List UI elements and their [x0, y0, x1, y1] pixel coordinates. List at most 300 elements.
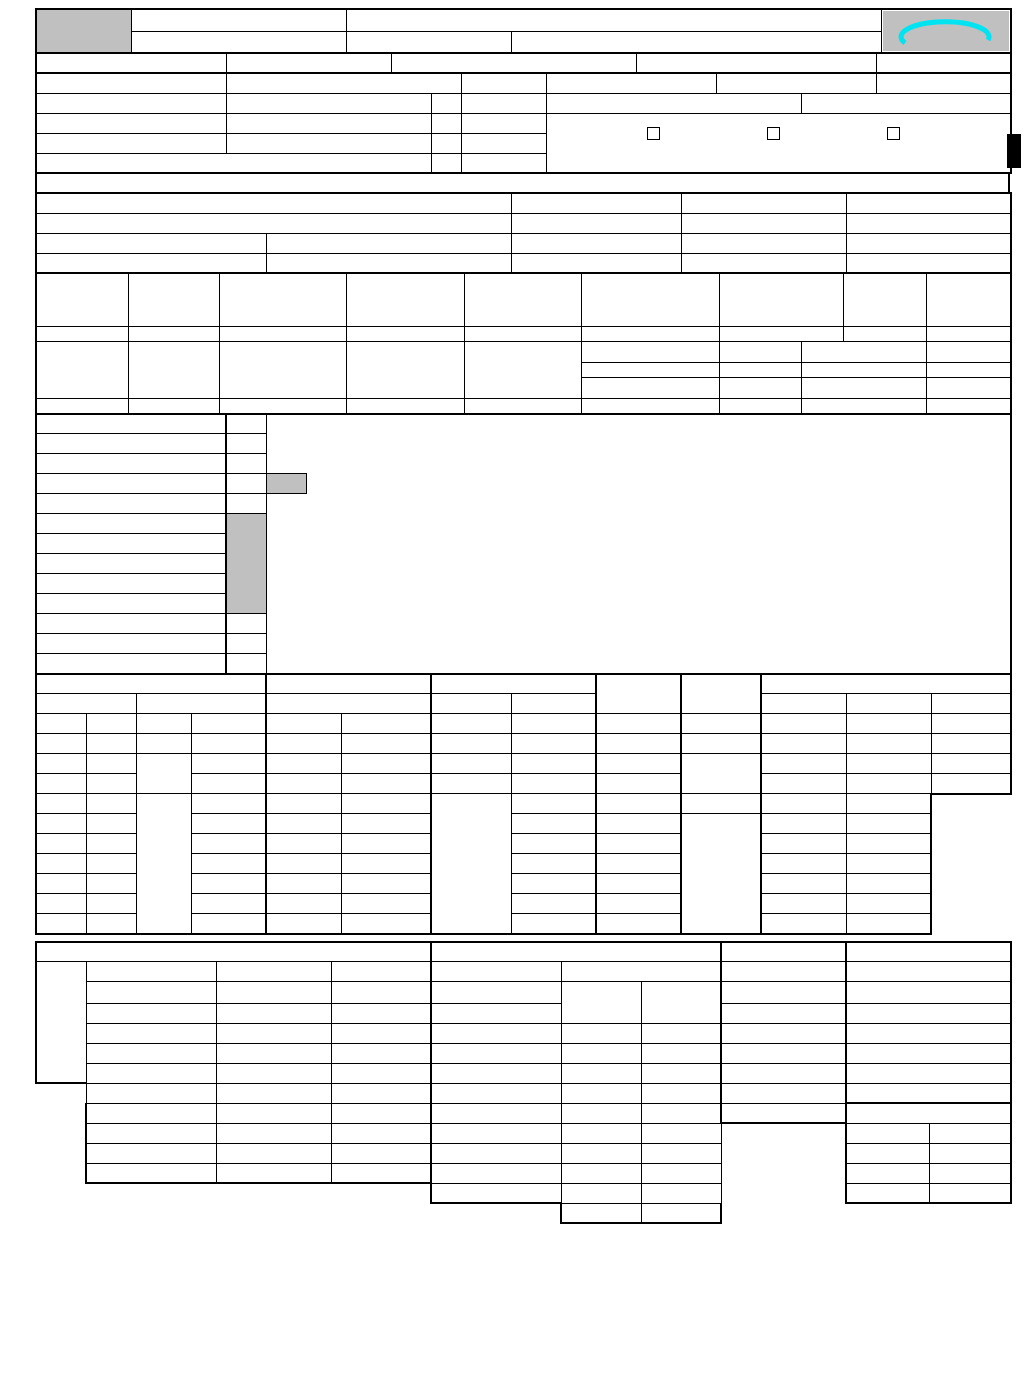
input-cell[interactable]: [36, 327, 128, 342]
row-num: [596, 814, 681, 834]
input-cell[interactable]: [431, 774, 511, 794]
input-cell[interactable]: [843, 327, 926, 342]
input-cell[interactable]: [596, 834, 681, 854]
ave-label: [191, 894, 266, 914]
input-cell[interactable]: [929, 1183, 1011, 1203]
col-fuel-index-ecu: [719, 273, 843, 327]
input-cell[interactable]: [846, 213, 1011, 233]
input-cell[interactable]: [86, 1163, 216, 1183]
col-total-running-hours: [581, 273, 719, 327]
input-cell[interactable]: [511, 834, 596, 854]
unit-mm: [681, 794, 761, 814]
input-cell[interactable]: [216, 1123, 331, 1143]
input-cell[interactable]: [561, 1203, 641, 1223]
lbl-mean-friction[interactable]: [801, 93, 1011, 113]
hdr-temperature-c: [561, 962, 721, 982]
ave-label: [846, 894, 931, 914]
logo-box: [883, 11, 1010, 51]
input-cell[interactable]: [431, 1143, 561, 1163]
input-cell[interactable]: [511, 794, 596, 814]
lbl-compr-diam[interactable]: [226, 133, 431, 153]
input-cell[interactable]: [846, 834, 931, 854]
unit-mmwc: [511, 714, 596, 734]
lbl-engine-no[interactable]: [346, 31, 511, 53]
row-num: [191, 854, 266, 874]
row-num: [761, 854, 846, 874]
option-internal[interactable]: [647, 127, 669, 140]
hdr-turbine-inlet: [266, 714, 341, 734]
spacer: [36, 1103, 86, 1123]
lbl-type[interactable]: [226, 93, 431, 113]
hdr-dp-cooler: [846, 694, 931, 714]
ave-label: [511, 894, 596, 914]
input-cell[interactable]: [761, 834, 846, 854]
input-cell[interactable]: [191, 834, 266, 854]
lbl-draft-aft: [581, 378, 719, 399]
input-cell[interactable]: [226, 474, 266, 494]
lbl-scav-air-temp: [36, 962, 86, 1084]
hdr-lubricating-oil: [431, 942, 721, 962]
input-cell[interactable]: [721, 1043, 846, 1063]
lbl-cylinder-constant[interactable]: [546, 93, 801, 113]
lbl-no-of-tc[interactable]: [226, 73, 461, 93]
input-cell[interactable]: [641, 1043, 721, 1063]
input-cell[interactable]: [931, 774, 1011, 794]
input-cell[interactable]: [86, 1123, 216, 1143]
swash-num: [929, 1123, 1011, 1143]
spacer: [721, 1163, 846, 1183]
input-cell[interactable]: [461, 113, 546, 133]
logo-swoosh-icon: [884, 11, 1008, 51]
input-cell[interactable]: [36, 794, 86, 814]
lbl-oil-brand[interactable]: [36, 233, 266, 253]
input-cell[interactable]: [226, 494, 266, 514]
lbl-bore[interactable]: [716, 73, 876, 93]
lbl-yard[interactable]: [511, 31, 881, 53]
col-indicated-power: [219, 342, 346, 399]
lbl-name-of-vessel[interactable]: [346, 9, 881, 31]
input-cell[interactable]: [801, 362, 926, 378]
input-cell[interactable]: [431, 1183, 561, 1203]
input-cell[interactable]: [719, 399, 801, 414]
row-num: [561, 1143, 641, 1163]
input-cell[interactable]: [219, 399, 346, 414]
input-cell[interactable]: [219, 327, 346, 342]
input-cell[interactable]: [926, 362, 1011, 378]
row-num: [341, 774, 431, 794]
col-ambient-pressure: [346, 273, 464, 327]
input-cell[interactable]: [719, 362, 801, 378]
input-cell[interactable]: [719, 327, 843, 342]
row-num: [266, 854, 341, 874]
row-num: [216, 1063, 331, 1083]
hdr-scavenge-air-pressure: [761, 674, 1011, 694]
hdr-inlet-blower: [86, 962, 216, 982]
input-cell[interactable]: [681, 233, 846, 253]
input-cell[interactable]: [226, 654, 266, 674]
shaded-cell: [266, 474, 306, 494]
lbl-layout-kw[interactable]: [36, 53, 226, 73]
lbl-max-rpm[interactable]: [36, 113, 226, 133]
spacer: [721, 1203, 1011, 1223]
input-cell[interactable]: [431, 734, 511, 754]
input-cell[interactable]: [266, 834, 341, 854]
input-cell[interactable]: [846, 1083, 1011, 1103]
lbl-engine-type[interactable]: [131, 9, 346, 31]
lbl-circulating-oil: [511, 233, 681, 253]
input-cell[interactable]: [511, 754, 596, 774]
lbl-tc-specification[interactable]: [36, 153, 431, 173]
table-row: [36, 534, 1011, 554]
input-cell[interactable]: [216, 1003, 331, 1023]
input-cell[interactable]: [581, 327, 719, 342]
checkbox-internal[interactable]: [647, 127, 660, 140]
input-cell[interactable]: [846, 754, 931, 774]
input-cell[interactable]: [846, 914, 931, 934]
input-cell[interactable]: [266, 794, 341, 814]
input-cell[interactable]: [846, 233, 1011, 253]
table-row: [36, 554, 1011, 574]
input-cell[interactable]: [331, 1123, 431, 1143]
input-cell[interactable]: [216, 1043, 331, 1063]
table-row: [36, 594, 1011, 614]
row-num: [36, 774, 86, 794]
input-cell[interactable]: [128, 327, 219, 342]
input-cell[interactable]: [216, 1083, 331, 1103]
input-cell[interactable]: [561, 1163, 641, 1183]
input-cell[interactable]: [681, 734, 761, 754]
oil-data-table: [35, 192, 1012, 274]
unit-bar: [431, 714, 511, 734]
row-num: [561, 1103, 641, 1123]
input-cell[interactable]: [86, 834, 136, 854]
lbl-turbine-oil: [431, 1063, 561, 1083]
hdr-me-inlet: [136, 714, 191, 734]
row-label: [36, 454, 226, 474]
input-cell[interactable]: [461, 133, 546, 153]
lbl-compr-slip[interactable]: [36, 133, 226, 153]
input-cell[interactable]: [216, 1163, 331, 1183]
input-cell[interactable]: [641, 1123, 721, 1143]
unit-mmhg: [431, 754, 511, 774]
input-cell[interactable]: [846, 794, 931, 814]
row-label: [36, 514, 226, 534]
row-num: [846, 734, 931, 754]
row-num: [596, 774, 681, 794]
input-cell[interactable]: [36, 834, 86, 854]
input-cell[interactable]: [761, 794, 846, 814]
spacer: [931, 794, 1011, 934]
lbl-obs-knots: [719, 378, 801, 399]
input-cell[interactable]: [926, 399, 1011, 414]
unit-onoff: [681, 714, 761, 734]
col-eff-fuel-bhph: [346, 342, 464, 399]
ave-label: [596, 894, 681, 914]
input-cell[interactable]: [681, 253, 846, 273]
ave-label: [761, 894, 846, 914]
input-cell[interactable]: [931, 734, 1011, 754]
row-label: [36, 654, 226, 674]
row-num: [216, 982, 331, 1004]
unit-bar: [846, 962, 1011, 982]
input-cell[interactable]: [801, 399, 926, 414]
col-effective-power-bhp: [36, 342, 128, 399]
input-cell[interactable]: [36, 399, 128, 414]
cylinder-no-corner: [36, 414, 226, 434]
hdr-tc-inlet: [561, 982, 641, 1024]
lbl-max-temp[interactable]: [226, 113, 431, 133]
input-cell[interactable]: [86, 754, 136, 774]
row-num: [331, 1103, 431, 1123]
row-num: [331, 1063, 431, 1083]
checkbox-external-me[interactable]: [767, 127, 780, 140]
lbl-main-pressure: [846, 1063, 1011, 1083]
ave-label: [86, 1143, 216, 1163]
input-cell[interactable]: [191, 914, 266, 934]
row-num: [36, 734, 86, 754]
input-cell[interactable]: [561, 1123, 641, 1143]
lbl-after-filter: [846, 1023, 1011, 1043]
input-cell[interactable]: [341, 914, 431, 934]
input-cell[interactable]: [431, 1083, 561, 1103]
input-cell[interactable]: [341, 834, 431, 854]
ave-label: [561, 1183, 641, 1203]
input-cell[interactable]: [266, 754, 341, 774]
lbl-vit-bar: [926, 327, 1011, 342]
checkbox-external-gravity[interactable]: [887, 127, 900, 140]
lbl-bunker-station[interactable]: [36, 213, 511, 233]
input-cell[interactable]: [846, 253, 1011, 273]
observation-no-title[interactable]: [36, 173, 1009, 193]
lbl-before-filter: [721, 982, 846, 1004]
input-cell[interactable]: [511, 874, 596, 894]
lbl-inlet-engine: [431, 1123, 561, 1143]
input-cell[interactable]: [331, 1003, 431, 1023]
input-cell[interactable]: [461, 153, 546, 173]
input-cell[interactable]: [346, 399, 464, 414]
input-cell[interactable]: [511, 914, 596, 934]
black-mark: [1007, 134, 1021, 168]
row-num: [341, 854, 431, 874]
row-num: [36, 814, 86, 834]
option-external-me[interactable]: [767, 127, 789, 140]
input-cell[interactable]: [36, 754, 86, 774]
row-num: [331, 1023, 431, 1043]
col-load: [219, 273, 346, 327]
input-cell[interactable]: [226, 434, 266, 454]
swash-num: [846, 1123, 929, 1143]
input-cell[interactable]: [511, 193, 681, 213]
input-cell[interactable]: [596, 914, 681, 934]
col-effective-power-kw: [128, 342, 219, 399]
lbl-turbo-oil: [511, 253, 681, 273]
row-num: [86, 1063, 216, 1083]
col-vit-control: [926, 273, 1011, 327]
row-num: [36, 854, 86, 874]
col-test-date: [36, 273, 128, 327]
man-bw-logo: [881, 9, 1011, 53]
lbl-wind: [801, 342, 926, 363]
row-num: [846, 774, 931, 794]
input-cell[interactable]: [86, 1003, 216, 1023]
lbl-serial-no: [461, 73, 546, 93]
row-label: [36, 574, 226, 594]
hdr-pressure-bar: [431, 962, 561, 982]
input-cell[interactable]: [128, 399, 219, 414]
input-cell[interactable]: [266, 914, 341, 934]
lbl-engine-builder[interactable]: [131, 31, 346, 53]
tc-row-num: [431, 93, 461, 113]
input-cell[interactable]: [561, 1043, 641, 1063]
input-cell[interactable]: [596, 794, 681, 814]
spacer: [721, 1183, 846, 1203]
hdr-before-cooler: [216, 962, 331, 982]
input-cell[interactable]: [331, 1083, 431, 1103]
input-cell[interactable]: [346, 327, 464, 342]
input-cell[interactable]: [136, 734, 191, 754]
input-cell[interactable]: [191, 754, 266, 774]
row-num: [511, 734, 596, 754]
test-data-table: [35, 272, 1012, 415]
lbl-sulphur[interactable]: [266, 253, 511, 273]
input-cell[interactable]: [461, 93, 546, 113]
lbl-heat-value[interactable]: [266, 233, 511, 253]
input-cell[interactable]: [136, 794, 191, 934]
input-cell[interactable]: [846, 874, 931, 894]
input-cell[interactable]: [431, 794, 511, 934]
input-cell[interactable]: [929, 1143, 1011, 1163]
input-cell[interactable]: [86, 1083, 216, 1103]
col-eff-fuel-kwh: [464, 342, 581, 399]
hdr-dp-filter: [761, 694, 846, 714]
lbl-density[interactable]: [36, 253, 266, 273]
input-cell[interactable]: [721, 1103, 846, 1123]
input-cell[interactable]: [761, 914, 846, 934]
table-row: [36, 454, 1011, 474]
lbl-sign[interactable]: [636, 53, 876, 73]
input-cell[interactable]: [464, 399, 581, 414]
input-cell[interactable]: [561, 1083, 641, 1103]
input-cell[interactable]: [761, 754, 846, 774]
input-cell[interactable]: [331, 1163, 431, 1183]
hdr-scav-receiver: [931, 694, 1011, 714]
turbocharger-table: [35, 72, 1012, 174]
lbl-after-filter: [721, 1023, 846, 1043]
input-cell[interactable]: [191, 874, 266, 894]
row-num: [761, 774, 846, 794]
hdr-hydraulic-pressure: [846, 942, 1011, 962]
input-cell[interactable]: [761, 874, 846, 894]
lbl-engine-mode[interactable]: [391, 53, 636, 73]
input-cell[interactable]: [581, 362, 719, 378]
input-cell[interactable]: [341, 874, 431, 894]
hdr-tc-outlet: [641, 982, 721, 1024]
input-cell[interactable]: [641, 1163, 721, 1183]
lbl-wave-height: [801, 378, 926, 399]
input-cell[interactable]: [641, 1203, 721, 1223]
input-cell[interactable]: [226, 454, 266, 474]
input-cell[interactable]: [581, 399, 719, 414]
input-cell[interactable]: [846, 1003, 1011, 1023]
input-cell[interactable]: [431, 1043, 561, 1063]
input-cell[interactable]: [846, 1143, 929, 1163]
lbl-direction2: [926, 378, 1011, 399]
shaded-cell: [226, 514, 266, 614]
spacer: [36, 1123, 86, 1143]
input-cell[interactable]: [341, 754, 431, 774]
turbocharger-title: [36, 73, 226, 93]
input-cell[interactable]: [846, 1043, 1011, 1063]
hdr-aux-blower: [681, 674, 761, 714]
input-cell[interactable]: [226, 634, 266, 654]
input-cell[interactable]: [86, 1043, 216, 1063]
lbl-log-knots: [719, 342, 801, 363]
viscosity-row[interactable]: [36, 193, 511, 213]
input-cell[interactable]: [596, 874, 681, 894]
input-cell[interactable]: [341, 794, 431, 814]
lbl-no-of-cyl[interactable]: [546, 73, 716, 93]
row-num: [596, 854, 681, 874]
lbl-make[interactable]: [36, 93, 226, 113]
tc-row-num: [431, 113, 461, 133]
row-num: [641, 1143, 721, 1163]
spacer: [36, 1143, 86, 1163]
input-cell[interactable]: [596, 754, 681, 774]
row-num: [561, 1023, 641, 1043]
row-num: [86, 774, 136, 794]
input-cell[interactable]: [36, 874, 86, 894]
input-cell[interactable]: [681, 814, 761, 934]
input-cell[interactable]: [86, 874, 136, 894]
hdr-turb-outlet: [191, 714, 266, 734]
lbl-layout-rpm[interactable]: [226, 53, 391, 73]
input-cell[interactable]: [86, 794, 136, 814]
input-cell[interactable]: [721, 1003, 846, 1023]
option-external-gravity[interactable]: [887, 127, 909, 140]
col-brand: [681, 193, 846, 213]
page-title: [36, 9, 131, 53]
row-num: [191, 734, 266, 754]
row-num: [641, 1063, 721, 1083]
input-cell[interactable]: [641, 1083, 721, 1103]
table-row: [36, 654, 1011, 674]
temperatures-pressures-table: [35, 673, 1012, 935]
table-row: [36, 574, 1011, 594]
lbl-stroke[interactable]: [876, 73, 1011, 93]
swash-num: [846, 1163, 929, 1183]
input-cell[interactable]: [681, 213, 846, 233]
input-cell[interactable]: [846, 1183, 929, 1203]
input-cell[interactable]: [331, 1043, 431, 1063]
hdr-swash-plate: [846, 1103, 1011, 1123]
lubrication-oil-system: [546, 113, 1011, 173]
hdr-turbo-charger: [596, 674, 681, 714]
input-cell[interactable]: [226, 614, 266, 634]
row-num: [86, 982, 216, 1004]
input-cell[interactable]: [464, 327, 581, 342]
input-cell[interactable]: [36, 914, 86, 934]
row-num: [86, 854, 136, 874]
input-cell[interactable]: [431, 1003, 561, 1023]
input-cell[interactable]: [86, 914, 136, 934]
lbl-test-no[interactable]: [876, 53, 1011, 73]
input-cell[interactable]: [266, 874, 341, 894]
input-cell[interactable]: [191, 794, 266, 814]
unit-mmhg: [931, 754, 1011, 774]
layout-row: [35, 52, 1012, 74]
row-num: [86, 814, 136, 834]
lbl-axial-vibration: [681, 754, 761, 794]
